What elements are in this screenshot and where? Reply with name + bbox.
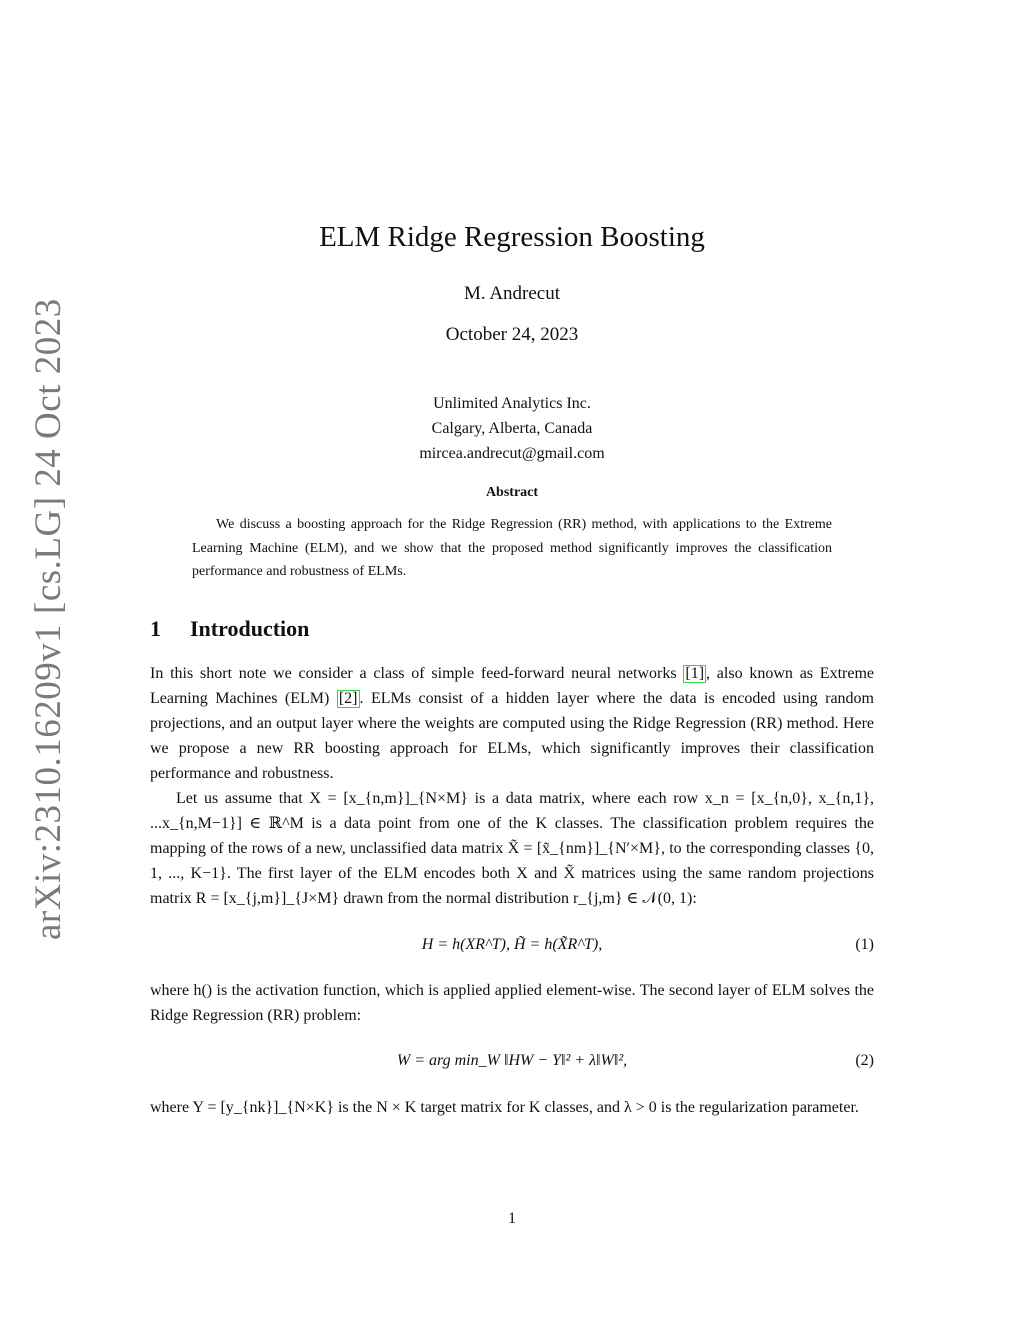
equation-1-expression: H = h(XR^T), H̃ = h(X̃R^T), [421,936,603,953]
citation-link-1[interactable]: [1] [685,665,705,682]
publication-date: October 24, 2023 [445,324,579,345]
paper-title: ELM Ridge Regression Boosting [319,221,705,253]
intro-paragraph-2: Let us assume that X = [x_{n,m}]_{N×M} is a data matrix, where each row x_n = [x_{n,0}, x_{n,1}, ...x_{n,M−1}] ∈ ℝ^M is a data point from one of the K classes. The classification problem requires the mapping of the rows of a new, unclassified data matrix X̃ = [x̃_{nm}]_{N′×M}, to the corresponding classes {0, 1, ..., K−1}. The first layer of the ELM encodes both X and X̃ matrices using the same random projections matrix R = [x_{j,m}]_{J×M} drawn from the normal distribution r_{j,m} ∈ 𝒩(0, 1): [150,790,874,907]
equation-2-number: (2) [855,1052,874,1069]
equation-1-number: (1) [855,936,874,953]
section-number: 1 [150,616,161,641]
arxiv-identifier: arXiv:2310.16209v1 [cs.LG] 24 Oct 2023 [28,298,69,940]
citation-link-2[interactable]: [2] [338,690,358,707]
intro-paragraph-1 [150,661,874,786]
section-title: Introduction [190,616,310,641]
abstract-heading: Abstract [485,485,539,500]
page-number: 1 [508,1210,516,1227]
intro-p1-text-a: In this short note we consider a class of simple feed-forward neural networks [150,665,684,682]
intro-p1-text-b: , also known as Extreme Learning Machines (ELM) [150,665,874,707]
equation-2 [150,1048,874,1074]
equation-1 [150,932,874,958]
intro-paragraph-4: where Y = [y_{nk}]_{N×K} is the N × K target matrix for K classes, and λ > 0 is the regularization parameter. [150,1099,859,1116]
affiliation-org: Unlimited Analytics Inc. [433,395,591,412]
section-heading-introduction [150,614,309,644]
author-email[interactable]: mircea.andrecut@gmail.com [419,445,605,462]
author-name: M. Andrecut [463,283,561,304]
abstract-text: We discuss a boosting approach for the Ridge Regression (RR) method, with applications to the Extreme Learning Machine (ELM), and we show that the proposed method significantly improves the classification performance and robustness of ELMs. [192,517,832,579]
affiliation-location: Calgary, Alberta, Canada [431,420,593,437]
equation-2-expression: W = arg min_W ‖HW − Y‖² + λ‖W‖², [396,1052,628,1069]
intro-paragraph-3: where h() is the activation function, which is applied applied element-wise. The second layer of ELM solves the Ridge Regression (RR) problem: [150,982,874,1024]
intro-p1-text-c: . ELMs consist of a hidden layer where the data is encoded using random projections, and an output layer where the weights are computed using the Ridge Regression (RR) method. Here we propose a new RR boosting approach for ELMs, which significantly improves their classification performance and robustness. [150,690,874,782]
